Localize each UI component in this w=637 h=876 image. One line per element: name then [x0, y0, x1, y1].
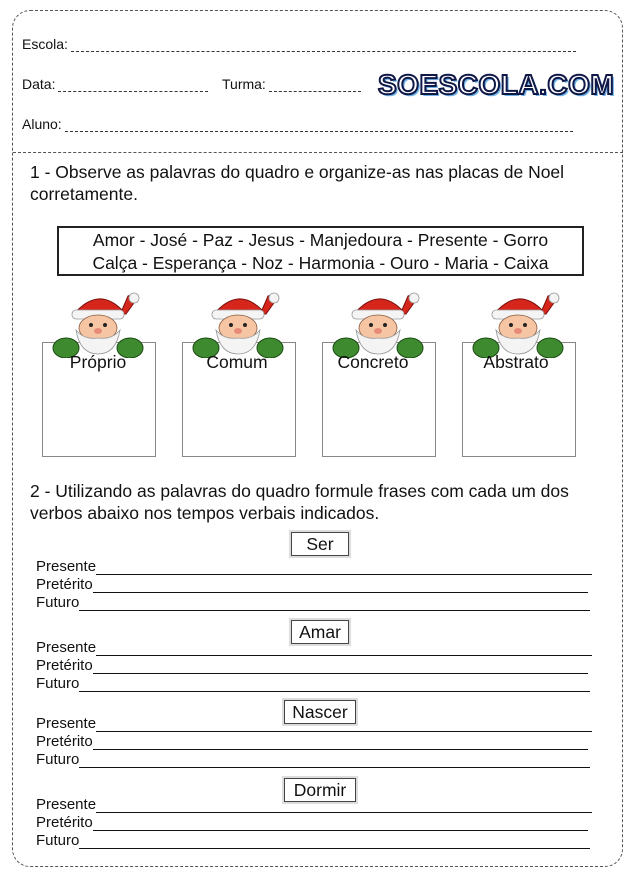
class-line[interactable] — [269, 79, 361, 92]
question-2-text: 2 - Utilizando as palavras do quadro formule frases com cada um dos verbos abaixo nos tempos verbais indicados. — [30, 481, 569, 523]
verb-box-ser: Ser — [291, 532, 349, 556]
tense-label: Pretérito — [36, 657, 93, 674]
tense-label: Presente — [36, 639, 97, 656]
tense-line-preterito[interactable] — [36, 577, 588, 593]
santa-icon — [472, 284, 564, 358]
tense-label: Presente — [36, 796, 97, 813]
tense-line-futuro[interactable] — [36, 752, 590, 768]
plate-label-concreto: Concreto — [337, 352, 409, 372]
tense-line-preterito[interactable] — [36, 658, 588, 674]
header-separator — [13, 152, 623, 153]
answer-line[interactable] — [79, 754, 590, 768]
plate-label-abstrato: Abstrato — [483, 352, 549, 372]
tense-label: Futuro — [36, 675, 80, 692]
word-box — [57, 226, 584, 276]
tense-line-futuro[interactable] — [36, 833, 590, 849]
tense-label: Pretérito — [36, 733, 93, 750]
tense-label: Presente — [36, 715, 97, 732]
plate-label-comum: Comum — [206, 352, 268, 372]
question-1-text: 1 - Observe as palavras do quadro e organize-as nas placas de Noel corretamente. — [30, 162, 565, 204]
tense-label: Futuro — [36, 832, 80, 849]
tense-label: Pretérito — [36, 814, 93, 831]
school-label: Escola: — [22, 36, 68, 52]
answer-line[interactable] — [79, 597, 590, 611]
answer-line[interactable] — [96, 799, 592, 813]
school-line[interactable] — [71, 39, 576, 52]
tense-label: Presente — [36, 558, 97, 575]
class-field[interactable] — [222, 74, 361, 92]
santa-icon — [332, 284, 424, 358]
date-line[interactable] — [58, 79, 208, 92]
answer-line[interactable] — [79, 678, 590, 692]
tense-line-presente[interactable] — [36, 559, 592, 575]
answer-line[interactable] — [96, 642, 592, 656]
answer-line[interactable] — [93, 736, 588, 750]
school-field[interactable] — [22, 34, 576, 52]
answer-line[interactable] — [93, 579, 588, 593]
student-label: Aluno: — [22, 116, 62, 132]
verb-box-amar: Amar — [291, 620, 349, 644]
student-line[interactable] — [65, 119, 573, 132]
word-box-line-1: Amor - José - Paz - Jesus - Manjedoura - Presente - Gorro — [92, 230, 549, 250]
answer-line[interactable] — [96, 561, 592, 575]
student-field[interactable] — [22, 114, 573, 132]
tense-line-presente[interactable] — [36, 716, 592, 732]
tense-line-futuro[interactable] — [36, 595, 590, 611]
tense-line-preterito[interactable] — [36, 734, 588, 750]
answer-line[interactable] — [96, 718, 592, 732]
verb-box-dormir: Dormir — [284, 778, 356, 802]
date-label: Data: — [22, 76, 56, 92]
tense-label: Futuro — [36, 751, 80, 768]
tense-line-preterito[interactable] — [36, 815, 588, 831]
santa-icon — [52, 284, 144, 358]
santa-icon — [192, 284, 284, 358]
verb-box-nascer: Nascer — [284, 700, 356, 724]
class-label: Turma: — [222, 76, 266, 92]
tense-line-presente[interactable] — [36, 797, 592, 813]
tense-label: Pretérito — [36, 576, 93, 593]
plate-label-proprio: Próprio — [69, 352, 127, 372]
site-logo: SOESCOLA.COM — [378, 69, 615, 100]
word-box-line-2: Calça - Esperança - Noz - Harmonia - Ouro - Maria - Caixa — [92, 253, 549, 273]
answer-line[interactable] — [79, 835, 590, 849]
tense-label: Futuro — [36, 594, 80, 611]
tense-line-presente[interactable] — [36, 640, 592, 656]
answer-line[interactable] — [93, 660, 588, 674]
date-field[interactable] — [22, 74, 208, 92]
answer-line[interactable] — [93, 817, 588, 831]
tense-line-futuro[interactable] — [36, 676, 590, 692]
